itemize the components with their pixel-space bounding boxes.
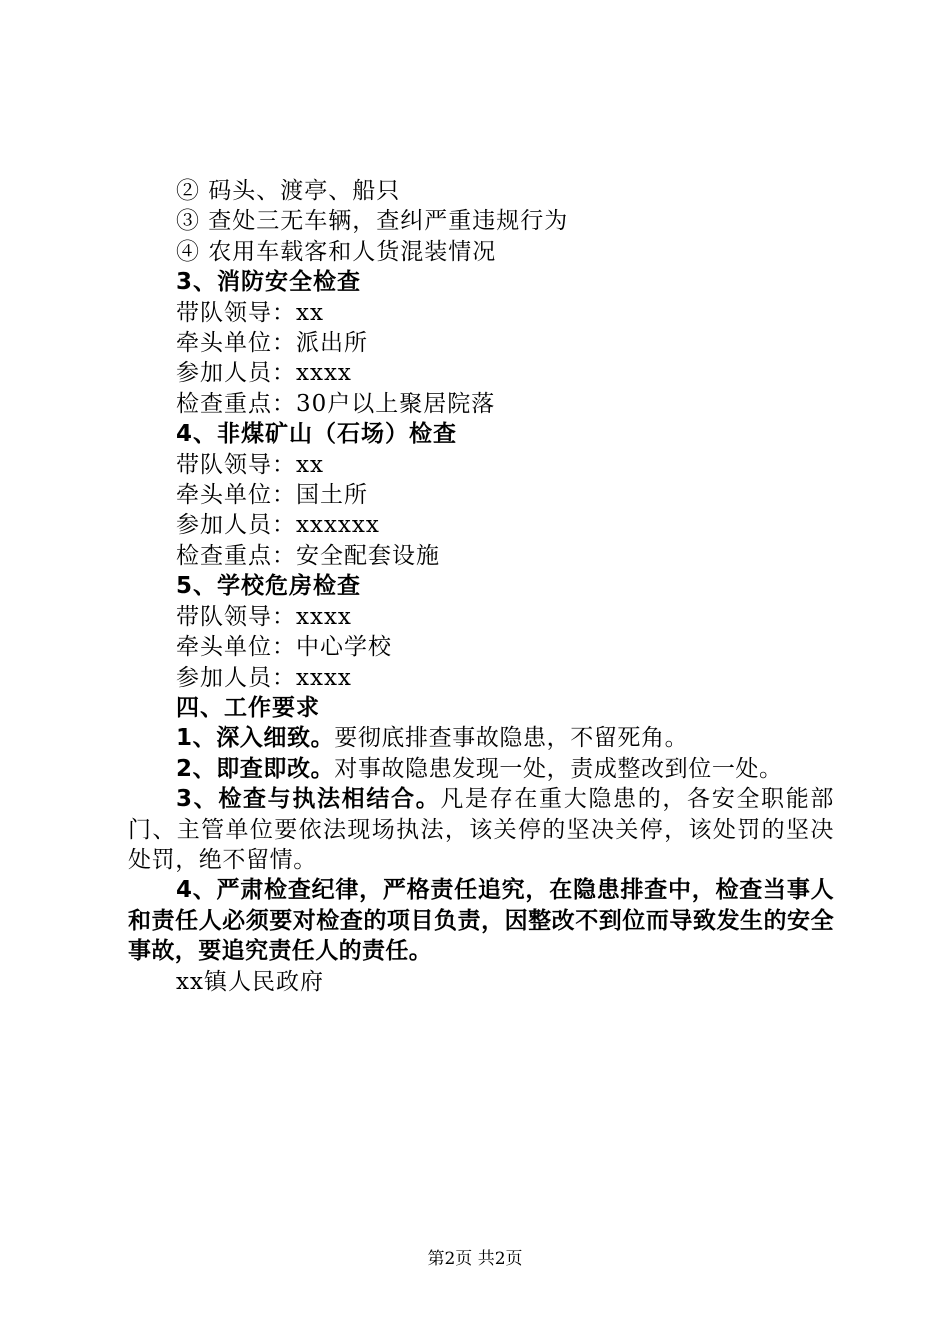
list-item: ③ 查处三无车辆，查纠严重违规行为 — [176, 208, 569, 235]
requirement-paragraph — [128, 754, 834, 784]
section-item: 参加人员：xxxxxx — [176, 512, 380, 539]
section-item: 牵头单位：国土所 — [176, 482, 368, 509]
requirement-paragraph — [128, 784, 834, 875]
section-item: 检查重点：30户以上聚居院落 — [176, 390, 496, 417]
requirement-text: 对事故隐患发现一处，责成整改到位一处。 — [334, 755, 783, 782]
section-item: 牵头单位：中心学校 — [176, 634, 392, 661]
requirement-title: 2、即查即改。 — [176, 755, 335, 782]
requirement-title: 4、严肃检查纪律，严格责任追究，在隐患排查中，检查当事人和责任人必须要对检查的项目负责，因整改不到位而导致发生的安全事故，要追究责任人的责任。 — [128, 877, 834, 965]
requirement-text: 要彻底排查事故隐患，不留死角。 — [334, 725, 689, 752]
signature: xx镇人民政府 — [176, 968, 324, 995]
section-item: 带队领导：xxxx — [176, 603, 352, 630]
list-item: ④ 农用车载客和人货混装情况 — [176, 238, 497, 265]
section-item: 参加人员：xxxx — [176, 360, 352, 387]
requirement-text: 凡是存在重大隐患的，各安全职能部门、主管单位要依法现场执法，该关停的坚决关停，该处罚的坚决处罚，绝不留情。 — [128, 786, 834, 873]
section-heading: 4、非煤矿山（石场）检查 — [176, 421, 458, 448]
document-body — [128, 176, 834, 997]
section-item: 参加人员：xxxx — [176, 664, 352, 691]
requirement-paragraph — [128, 875, 834, 966]
requirement-title: 3、检查与执法相结合。 — [176, 786, 441, 813]
section-heading: 3、消防安全检查 — [176, 269, 362, 296]
section-heading: 5、学校危房检查 — [176, 573, 362, 600]
section-item: 带队领导：xx — [176, 451, 324, 478]
requirement-paragraph — [128, 723, 834, 753]
page-footer: 第2页 共2页 — [427, 1249, 523, 1269]
requirements-heading: 四、工作要求 — [176, 694, 320, 721]
requirement-title: 1、深入细致。 — [176, 725, 335, 752]
section-item: 检查重点：安全配套设施 — [176, 542, 440, 569]
section-item: 带队领导：xx — [176, 299, 324, 326]
list-item: ② 码头、渡亭、船只 — [176, 178, 401, 204]
section-item: 牵头单位：派出所 — [176, 330, 368, 357]
